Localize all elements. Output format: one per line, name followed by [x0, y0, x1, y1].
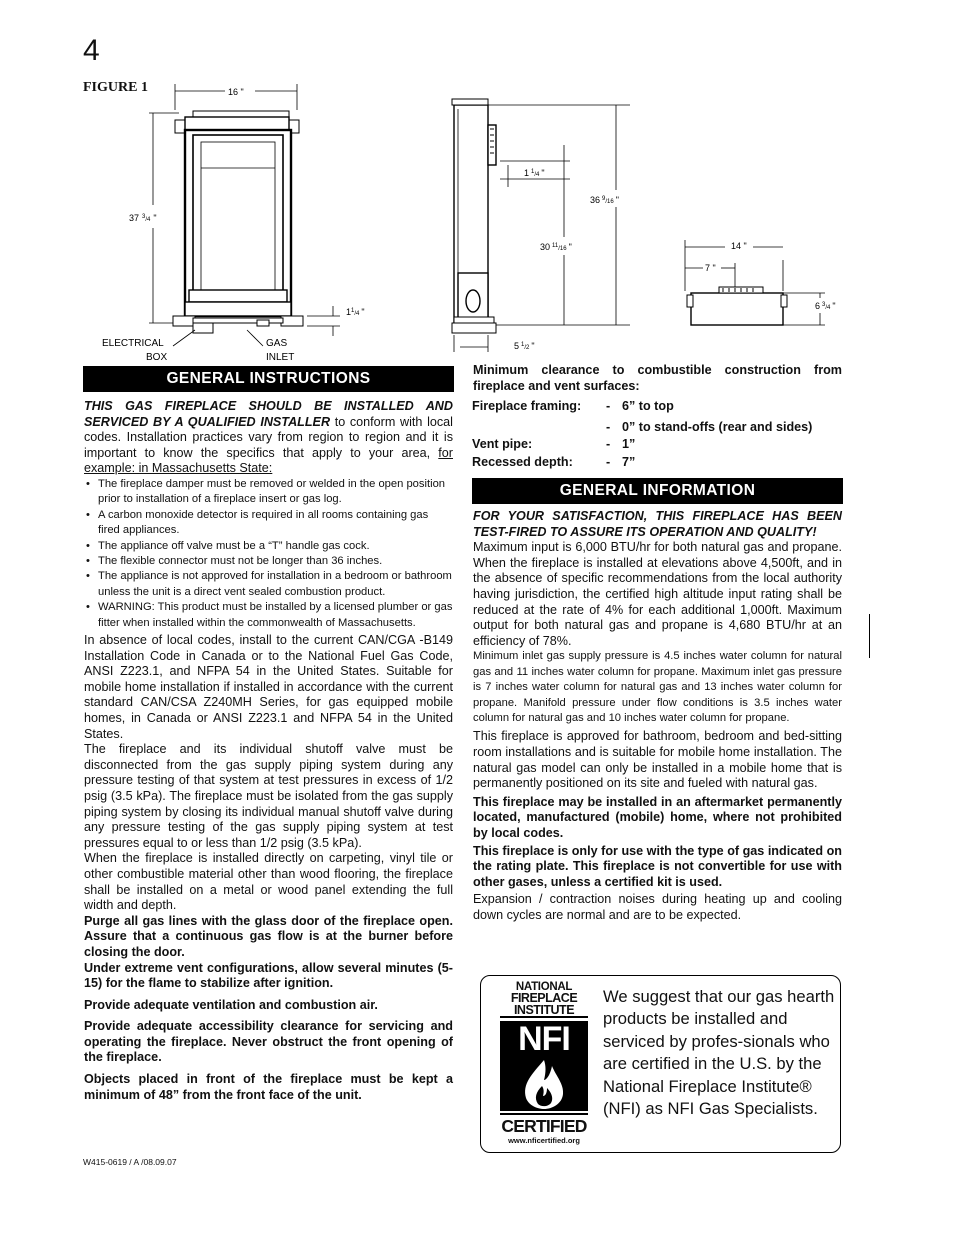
revision-bar [869, 614, 870, 658]
table-row: Vent pipe: - 1” [472, 437, 636, 451]
mobile-home-note: This fireplace may be installed in an aftermarket permanently located, manufactured (mobile) home, where not prohibited by local codes. [473, 794, 842, 840]
pressure-test-paragraph: The fireplace and its individual shutoff valve must be disconnected from the gas supply piping system during any pressure testing of that system at test pressures in excess of 1/2 psig (3.5 kPa). The fireplace must be isolated from the gas supply piping system by closing its individual manual shutoff valve during any pressure testing of the gas supply piping system at test pressures equal to or less than 1/2 psig (3.5 kPa). [84, 742, 453, 850]
side-view-diagram [430, 95, 640, 360]
noise-paragraph: Expansion / contraction noises during heating up and cooling down cycles are normal and are to be expected. [473, 892, 842, 922]
nfi-logo: NATIONAL FIREPLACE INSTITUTE NFI CERTIFIED www.nficertified.org [501, 981, 587, 1145]
dim-top-width: 14 " [731, 241, 747, 251]
label-gas: GAS [266, 338, 288, 349]
label-inlet: INLET [266, 352, 295, 363]
document-code: W415-0619 / A /08.09.07 [83, 1157, 177, 1167]
svg-text:3011/16": 30 $^{11}_/$16 " [540, 242, 572, 252]
vent-warning: Under extreme vent configurations, allow several minutes (5-15) for the flame to stabilize after ignition. [84, 960, 453, 991]
general-information-heading: GENERAL INFORMATION [472, 478, 843, 504]
test-fired-notice: FOR YOUR SATISFACTION, THIS FIREPLACE HAS BEEN TEST-FIRED TO ASSURE ITS OPERATION AND QUALITY! [473, 509, 842, 539]
svg-text:369/16": 36 $^9_/$16 " [590, 195, 619, 205]
table-row: - 0” to stand-offs (rear and sides) [606, 420, 813, 434]
dim-width: 16 " [228, 87, 244, 97]
input-rating-paragraph: Maximum input is 6,000 BTU/hr for both natural gas and propane. When the fireplace is installed at elevations above 4,500ft, and in the absence of specific recommendations from the local authority having jurisdiction, the certified high altitude input rating shall be reduced at the rate of 4% for each additional 1,000ft. Maximum output for both natural gas and propane is 4,680 BTU/hr at an efficiency of 78%. [473, 540, 842, 648]
top-view-diagram [675, 235, 850, 335]
purge-warning: Purge all gas lines with the glass door of the fireplace open. Assure that a continuous gas flow is at the burner before closing the door. [84, 913, 453, 959]
svg-text:11/4": 1 $^1_/$4 " [524, 168, 545, 178]
nfi-message: We suggest that our gas hearth products be installed and serviced by profes-sionals who are certified in the U.S. by the National Fireplace Institute® (NFI) as NFI Gas Specialists. [603, 987, 835, 1119]
label-box: BOX [146, 352, 168, 363]
clearance-intro: Minimum clearance to combustible construction from fireplace and vent surfaces: [473, 363, 842, 393]
svg-text:63/4": 6 $^3_/$4 " [815, 301, 836, 311]
nfi-certified-label: CERTIFIED [500, 1113, 588, 1137]
list-item: • A carbon monoxide detector is required in all rooms containing gas fired appliances. [84, 508, 453, 539]
list-item: • The appliance off valve must be a “T” handle gas cock. [84, 539, 453, 554]
ventilation-note: Provide adequate ventilation and combustion air. [84, 997, 378, 1012]
list-item: • The appliance is not approved for installation in a bedroom or bathroom unless the unit is a direct vent sealed combustion product. [84, 569, 453, 600]
massachusetts-bullets [84, 477, 453, 631]
approval-paragraph: This fireplace is approved for bathroom, bedroom and bed-sitting room installations and is suitable for mobile home installation. The natural gas model can only be installed in a mobile home that is permanently positioned on its site and fueled with natural gas. [473, 729, 842, 791]
svg-text:11/4": $1^1_/4$ " [346, 307, 365, 317]
general-instructions-body [84, 399, 453, 1103]
general-information-body [473, 509, 842, 924]
table-row: Fireplace framing: - 6” to top [472, 399, 674, 413]
general-instructions-heading: GENERAL INSTRUCTIONS [83, 366, 454, 392]
label-electrical: ELECTRICAL [102, 338, 164, 349]
instructions-intro: THIS GAS FIREPLACE SHOULD BE INSTALLED AND SERVICED BY A QUALIFIED INSTALLER to conform with local codes. Installation practices vary from region to region and it is important to know the specifics that apply to your area, for example: in Massachusetts State: [84, 399, 453, 476]
accessibility-note: Provide adequate accessibility clearance for servicing and operating the fireplace. Never obstruct the front opening of the fireplace. [84, 1019, 453, 1065]
front-view-diagram [95, 80, 370, 365]
svg-text:373/4": 37 $^3_/$4 " [129, 213, 157, 223]
figure-label: FIGURE 1 [83, 80, 148, 95]
gas-type-note: This fireplace is only for use with the type of gas indicated on the rating plate. This fireplace is not convertible for use with other gases, unless a certified kit is used. [473, 843, 842, 889]
codes-paragraph: In absence of local codes, install to the current CAN/CGA -B149 Installation Code in Canada or to the National Fuel Gas Code, ANSI Z223.1, and NFPA 54 in the United States. Suitable for mobile home installation if installed in accordance with the current standard CAN/CSA Z240MH Series, for gas equipped mobile homes, in Canada or ANSI Z223.1 and NFPA 54 in the United States. [84, 633, 453, 741]
nfi-wordmark: NFI [518, 1020, 570, 1058]
list-item: • The flexible connector must not be longer than 36 inches. [84, 554, 453, 569]
list-item: • WARNING: This product must be installed by a licensed plumber or gas fitter when installed within the commonwealth of Massachusetts. [84, 600, 453, 631]
page-number: 4 [83, 34, 100, 67]
flame-icon [514, 1058, 574, 1110]
dim-top-half: 7 " [705, 263, 716, 273]
list-item: • The fireplace damper must be removed or welded in the open position prior to installation of a fireplace insert or gas log. [84, 477, 453, 508]
table-row: Recessed depth: - 7” [472, 455, 636, 469]
clearance-table [472, 398, 812, 472]
gas-pressure-paragraph: Minimum inlet gas supply pressure is 4.5 inches water column for natural gas and 11 inches water column for propane. Maximum inlet gas pressure is 7 inches water column for natural gas and 13 inches water column for propane. Manifold pressure under flow conditions is 3.5 inches water column for natural gas and 10 inches water column for propane. [473, 650, 842, 724]
flooring-paragraph: When the fireplace is installed directly on carpeting, vinyl tile or other combustible material other than wood flooring, the fireplace shall be installed on a metal or wood panel extending the full width and depth. [84, 851, 453, 913]
svg-text:51/2": 5 $^1_/$2 " [514, 341, 535, 351]
nfi-url: www.nficertified.org [508, 1136, 580, 1145]
objects-note: Objects placed in front of the fireplace must be kept a minimum of 48” from the front face of the unit. [84, 1072, 453, 1102]
